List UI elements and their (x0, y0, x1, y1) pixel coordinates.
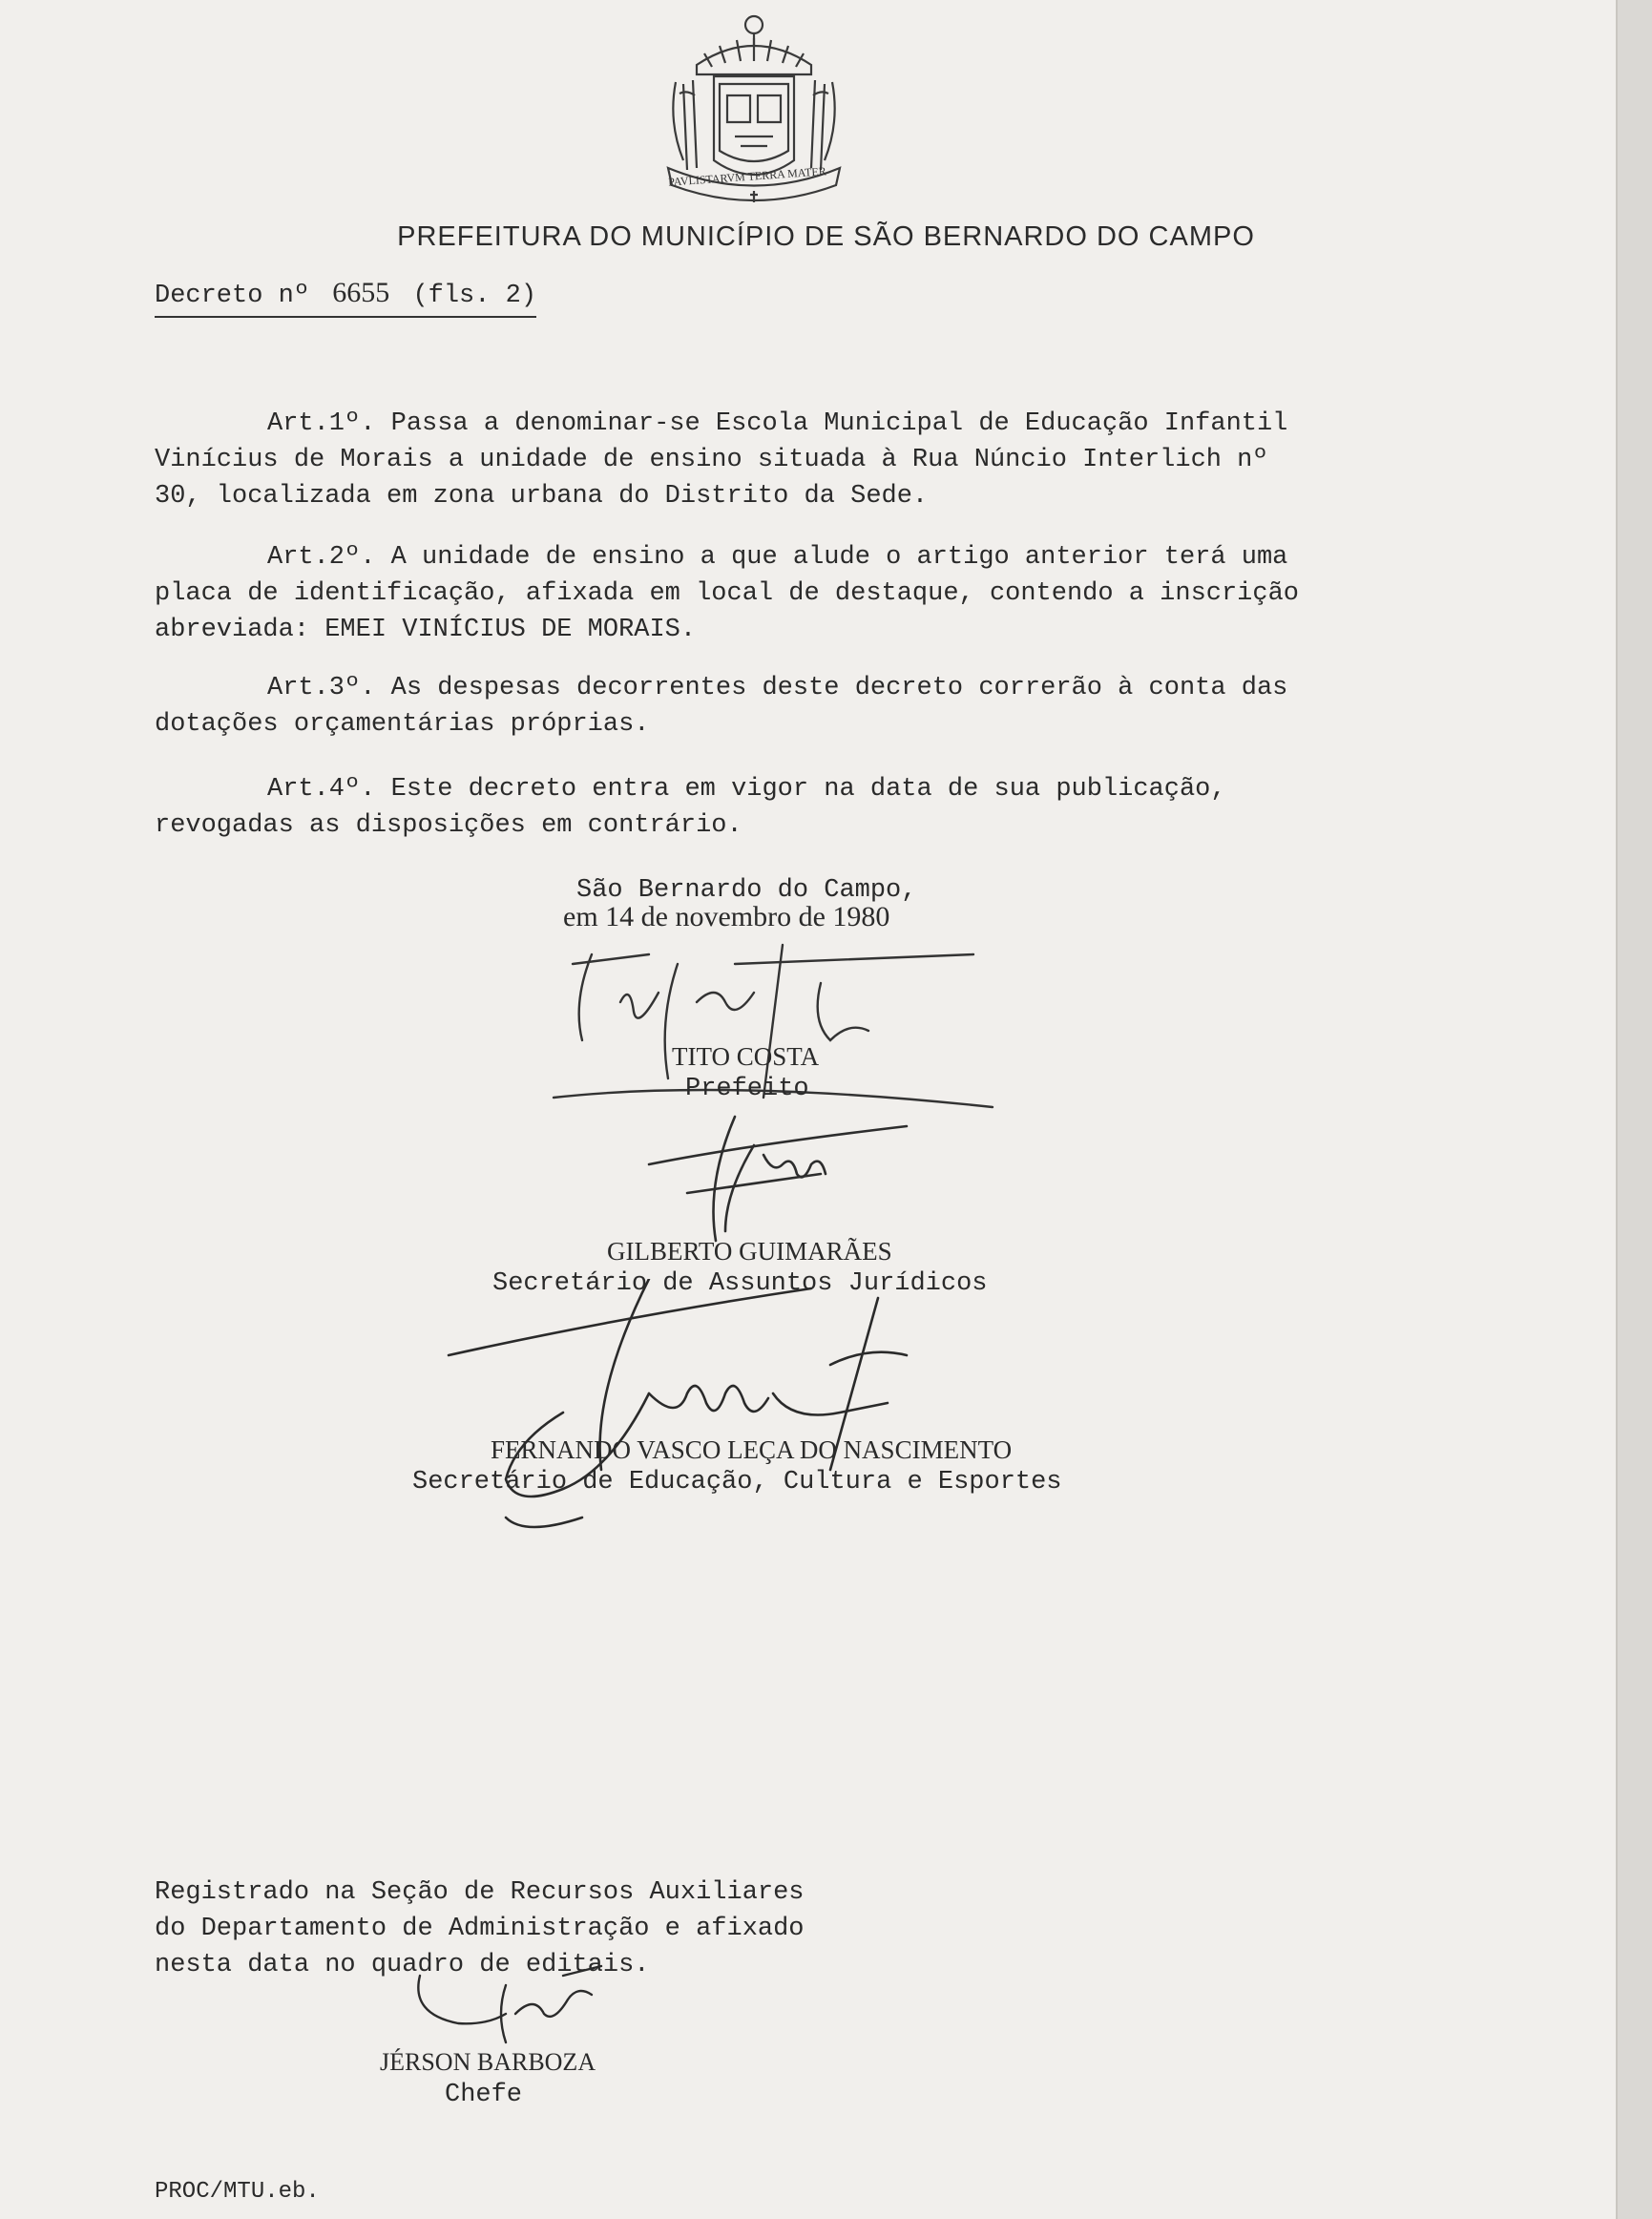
registration-signer-title: Chefe (445, 2081, 523, 2109)
decree-reference (155, 275, 536, 318)
municipality-header: PREFEITURA DO MUNICÍPIO DE SÃO BERNARDO DO CAMPO (397, 221, 1255, 252)
registration-line: Registrado na Seção de Recursos Auxiliares (155, 1878, 805, 1907)
date-text: em 14 de novembro de 1980 (563, 901, 890, 932)
place-text: São Bernardo do Campo, (576, 876, 917, 905)
seal-motto: PAVLISTARVM TERRA MATER (667, 164, 827, 189)
article-3 (155, 670, 1353, 743)
registration-signer-name: JÉRSON BARBOZA (380, 2048, 596, 2076)
signer-2-name: GILBERTO GUIMARÃES (607, 1237, 892, 1266)
article-line: dotações orçamentárias próprias. (155, 710, 650, 739)
registration-line: nesta data no quadro de editais. (155, 1951, 650, 1979)
scan-edge (1616, 0, 1652, 2219)
footer-reference: PROC/MTU.eb. (155, 2179, 320, 2205)
signer-2-title: Secretário de Assuntos Jurídicos (492, 1269, 988, 1298)
signer-1-name: TITO COSTA (672, 1042, 820, 1071)
article-line: 30, localizada em zona urbana do Distrito da Sede. (155, 482, 929, 511)
article-2 (155, 539, 1353, 648)
article-line: revogadas as disposições em contrário. (155, 811, 742, 840)
decree-label: Decreto nº (155, 282, 310, 310)
decree-number: 6655 (332, 277, 390, 308)
signer-3-name: FERNANDO VASCO LEÇA DO NASCIMENTO (491, 1435, 1013, 1464)
signature-jerson-barboza (401, 1957, 649, 2052)
article-line: Art.3º. As despesas decorrentes deste decreto correrão à conta das (267, 674, 1288, 702)
article-line: Art.1º. Passa a denominar-se Escola Municipal de Educação Infantil (267, 409, 1288, 438)
article-line: Vinícius de Morais a unidade de ensino situada à Rua Núncio Interlich nº (155, 446, 1268, 474)
article-line: abreviada: EMEI VINÍCIUS DE MORAIS. (155, 616, 697, 644)
article-4 (155, 771, 1353, 844)
article-line: Art.2º. A unidade de ensino a que alude o artigo anterior terá uma (267, 543, 1288, 572)
article-line: placa de identificação, afixada em local de destaque, contendo a inscrição (155, 579, 1299, 608)
signer-1-title: Prefeito (685, 1075, 809, 1103)
signer-3-title: Secretário de Educação, Cultura e Esportes (412, 1468, 1062, 1497)
article-1 (155, 406, 1353, 514)
article-line: Art.4º. Este decreto entra em vigor na data de sua publicação, (267, 775, 1226, 804)
registration-line: do Departamento de Administração e afixado (155, 1915, 805, 1943)
decree-sheet: (fls. 2) (412, 282, 537, 310)
